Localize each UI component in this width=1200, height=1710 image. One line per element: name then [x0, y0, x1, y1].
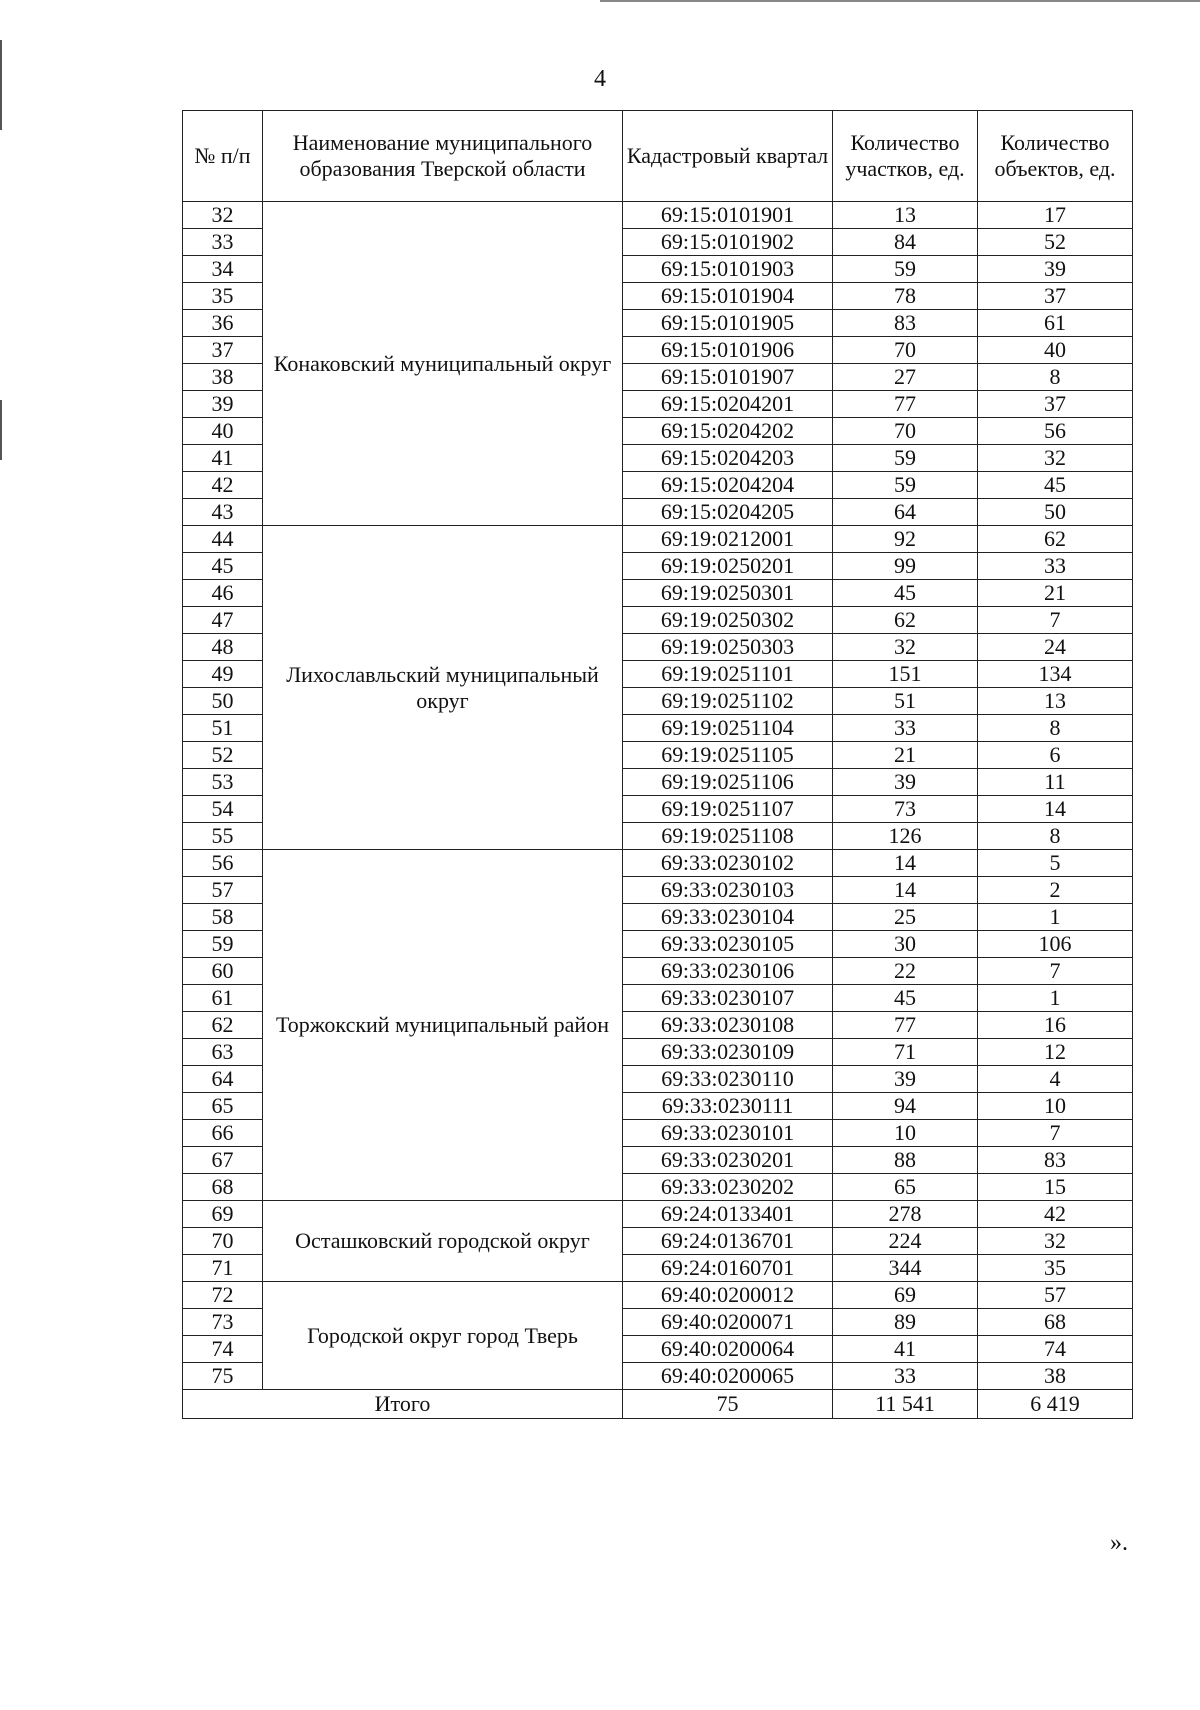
cadastral-quarter: 69:19:0250201: [623, 553, 833, 580]
plots-count: 70: [833, 337, 978, 364]
objects-count: 37: [978, 391, 1133, 418]
plots-count: 51: [833, 688, 978, 715]
plots-count: 99: [833, 553, 978, 580]
row-number: 52: [183, 742, 263, 769]
plots-count: 33: [833, 715, 978, 742]
plots-count: 45: [833, 985, 978, 1012]
left-margin-mark: [0, 400, 2, 460]
plots-count: 33: [833, 1363, 978, 1390]
cadastral-quarter: 69:24:0136701: [623, 1228, 833, 1255]
objects-count: 74: [978, 1336, 1133, 1363]
table-row: [183, 1282, 1133, 1309]
plots-count: 73: [833, 796, 978, 823]
row-number: 49: [183, 661, 263, 688]
cadastral-quarter: 69:15:0204205: [623, 499, 833, 526]
plots-count: 14: [833, 850, 978, 877]
plots-count: 89: [833, 1309, 978, 1336]
cadastral-quarter: 69:19:0251107: [623, 796, 833, 823]
objects-count: 32: [978, 445, 1133, 472]
objects-count: 15: [978, 1174, 1133, 1201]
plots-count: 25: [833, 904, 978, 931]
objects-count: 42: [978, 1201, 1133, 1228]
row-number: 38: [183, 364, 263, 391]
cadastral-quarter: 69:19:0251101: [623, 661, 833, 688]
objects-count: 8: [978, 823, 1133, 850]
cadastral-quarter: 69:15:0204201: [623, 391, 833, 418]
total-objects: 6 419: [978, 1390, 1133, 1419]
cadastral-quarter: 69:33:0230104: [623, 904, 833, 931]
plots-count: 92: [833, 526, 978, 553]
cadastral-quarter: 69:19:0250303: [623, 634, 833, 661]
objects-count: 83: [978, 1147, 1133, 1174]
plots-count: 62: [833, 607, 978, 634]
row-number: 36: [183, 310, 263, 337]
cadastral-quarter: 69:24:0133401: [623, 1201, 833, 1228]
plots-count: 83: [833, 310, 978, 337]
row-number: 74: [183, 1336, 263, 1363]
objects-count: 4: [978, 1066, 1133, 1093]
objects-count: 38: [978, 1363, 1133, 1390]
objects-count: 57: [978, 1282, 1133, 1309]
plots-count: 32: [833, 634, 978, 661]
cadastral-quarter: 69:19:0212001: [623, 526, 833, 553]
row-number: 53: [183, 769, 263, 796]
cadastral-quarter: 69:15:0204204: [623, 472, 833, 499]
row-number: 69: [183, 1201, 263, 1228]
closing-quote-mark: ».: [1110, 1530, 1128, 1556]
objects-count: 61: [978, 310, 1133, 337]
objects-count: 40: [978, 337, 1133, 364]
cadastral-quarter: 69:40:0200065: [623, 1363, 833, 1390]
cadastral-quarter: 69:19:0251106: [623, 769, 833, 796]
plots-count: 71: [833, 1039, 978, 1066]
cadastral-quarter: 69:33:0230109: [623, 1039, 833, 1066]
objects-count: 1: [978, 904, 1133, 931]
cadastral-quarter: 69:33:0230111: [623, 1093, 833, 1120]
plots-count: 84: [833, 229, 978, 256]
plots-count: 65: [833, 1174, 978, 1201]
cadastral-quarter: 69:15:0204203: [623, 445, 833, 472]
objects-count: 6: [978, 742, 1133, 769]
cadastral-quarter: 69:33:0230101: [623, 1120, 833, 1147]
row-number: 34: [183, 256, 263, 283]
row-number: 59: [183, 931, 263, 958]
objects-count: 16: [978, 1012, 1133, 1039]
objects-count: 12: [978, 1039, 1133, 1066]
row-number: 56: [183, 850, 263, 877]
plots-count: 27: [833, 364, 978, 391]
plots-count: 10: [833, 1120, 978, 1147]
municipality-name: Конаковский муниципальный округ: [263, 202, 623, 526]
objects-count: 21: [978, 580, 1133, 607]
plots-count: 39: [833, 1066, 978, 1093]
objects-count: 134: [978, 661, 1133, 688]
plots-count: 59: [833, 445, 978, 472]
plots-count: 41: [833, 1336, 978, 1363]
objects-count: 17: [978, 202, 1133, 229]
plots-count: 88: [833, 1147, 978, 1174]
row-number: 48: [183, 634, 263, 661]
row-number: 32: [183, 202, 263, 229]
row-number: 40: [183, 418, 263, 445]
plots-count: 278: [833, 1201, 978, 1228]
cadastral-quarter: 69:24:0160701: [623, 1255, 833, 1282]
row-number: 66: [183, 1120, 263, 1147]
objects-count: 2: [978, 877, 1133, 904]
cadastral-quarter: 69:19:0250302: [623, 607, 833, 634]
plots-count: 69: [833, 1282, 978, 1309]
cadastral-quarter: 69:40:0200012: [623, 1282, 833, 1309]
row-number: 46: [183, 580, 263, 607]
cadastral-quarter: 69:19:0251105: [623, 742, 833, 769]
row-number: 68: [183, 1174, 263, 1201]
row-number: 71: [183, 1255, 263, 1282]
cadastral-quarter: 69:19:0251102: [623, 688, 833, 715]
objects-count: 32: [978, 1228, 1133, 1255]
objects-count: 106: [978, 931, 1133, 958]
total-plots: 11 541: [833, 1390, 978, 1419]
plots-count: 59: [833, 472, 978, 499]
plots-count: 224: [833, 1228, 978, 1255]
plots-count: 77: [833, 391, 978, 418]
cadastral-table: [182, 110, 1133, 1419]
row-number: 72: [183, 1282, 263, 1309]
page-number: 4: [594, 66, 606, 92]
cadastral-quarter: 69:33:0230110: [623, 1066, 833, 1093]
row-number: 57: [183, 877, 263, 904]
objects-count: 8: [978, 715, 1133, 742]
table-row: [183, 526, 1133, 553]
objects-count: 33: [978, 553, 1133, 580]
cadastral-quarter: 69:15:0204202: [623, 418, 833, 445]
row-number: 64: [183, 1066, 263, 1093]
table-row: [183, 850, 1133, 877]
plots-count: 13: [833, 202, 978, 229]
row-number: 55: [183, 823, 263, 850]
row-number: 41: [183, 445, 263, 472]
row-number: 61: [183, 985, 263, 1012]
cadastral-quarter: 69:19:0251108: [623, 823, 833, 850]
plots-count: 151: [833, 661, 978, 688]
cadastral-quarter: 69:15:0101901: [623, 202, 833, 229]
header-municipality: Наименование муниципального образования Тверской области: [263, 111, 623, 202]
cadastral-quarter: 69:33:0230105: [623, 931, 833, 958]
cadastral-quarter: 69:15:0101904: [623, 283, 833, 310]
municipality-name: Лихославльский муниципальный округ: [263, 526, 623, 850]
header-row: [183, 111, 1133, 202]
cadastral-quarter: 69:15:0101902: [623, 229, 833, 256]
row-number: 63: [183, 1039, 263, 1066]
cadastral-quarter: 69:40:0200064: [623, 1336, 833, 1363]
cadastral-quarter: 69:19:0250301: [623, 580, 833, 607]
objects-count: 35: [978, 1255, 1133, 1282]
row-number: 33: [183, 229, 263, 256]
row-number: 43: [183, 499, 263, 526]
row-number: 75: [183, 1363, 263, 1390]
cadastral-quarter: 69:15:0101903: [623, 256, 833, 283]
objects-count: 68: [978, 1309, 1133, 1336]
objects-count: 45: [978, 472, 1133, 499]
cadastral-quarter: 69:19:0251104: [623, 715, 833, 742]
row-number: 39: [183, 391, 263, 418]
plots-count: 14: [833, 877, 978, 904]
objects-count: 56: [978, 418, 1133, 445]
objects-count: 62: [978, 526, 1133, 553]
objects-count: 14: [978, 796, 1133, 823]
plots-count: 30: [833, 931, 978, 958]
row-number: 58: [183, 904, 263, 931]
row-number: 67: [183, 1147, 263, 1174]
objects-count: 50: [978, 499, 1133, 526]
plots-count: 39: [833, 769, 978, 796]
plots-count: 344: [833, 1255, 978, 1282]
row-number: 51: [183, 715, 263, 742]
plots-count: 126: [833, 823, 978, 850]
row-number: 50: [183, 688, 263, 715]
cadastral-quarter: 69:15:0101906: [623, 337, 833, 364]
table-row: [183, 1201, 1133, 1228]
plots-count: 94: [833, 1093, 978, 1120]
objects-count: 24: [978, 634, 1133, 661]
cadastral-quarter: 69:33:0230107: [623, 985, 833, 1012]
objects-count: 10: [978, 1093, 1133, 1120]
row-number: 54: [183, 796, 263, 823]
row-number: 42: [183, 472, 263, 499]
cadastral-quarter: 69:15:0101905: [623, 310, 833, 337]
total-label: Итого: [183, 1390, 623, 1419]
row-number: 70: [183, 1228, 263, 1255]
cadastral-quarter: 69:33:0230102: [623, 850, 833, 877]
objects-count: 39: [978, 256, 1133, 283]
row-number: 62: [183, 1012, 263, 1039]
row-number: 47: [183, 607, 263, 634]
table-row: [183, 202, 1133, 229]
header-cadastral: Кадастровый квартал: [623, 111, 833, 202]
objects-count: 7: [978, 1120, 1133, 1147]
row-number: 45: [183, 553, 263, 580]
objects-count: 7: [978, 607, 1133, 634]
plots-count: 45: [833, 580, 978, 607]
top-scan-rule: [600, 0, 1200, 2]
objects-count: 7: [978, 958, 1133, 985]
objects-count: 8: [978, 364, 1133, 391]
row-number: 73: [183, 1309, 263, 1336]
cadastral-quarter: 69:33:0230106: [623, 958, 833, 985]
objects-count: 11: [978, 769, 1133, 796]
cadastral-quarter: 69:15:0101907: [623, 364, 833, 391]
plots-count: 78: [833, 283, 978, 310]
header-plots: Количество участков, ед.: [833, 111, 978, 202]
cadastral-quarter: 69:33:0230108: [623, 1012, 833, 1039]
municipality-name: Торжокский муниципальный район: [263, 850, 623, 1201]
cadastral-quarter: 69:33:0230201: [623, 1147, 833, 1174]
header-num: № п/п: [183, 111, 263, 202]
municipality-name: Осташковский городской округ: [263, 1201, 623, 1282]
plots-count: 70: [833, 418, 978, 445]
objects-count: 5: [978, 850, 1133, 877]
total-cadastral-count: 75: [623, 1390, 833, 1419]
cadastral-quarter: 69:33:0230103: [623, 877, 833, 904]
row-number: 65: [183, 1093, 263, 1120]
row-number: 60: [183, 958, 263, 985]
plots-count: 77: [833, 1012, 978, 1039]
header-objects: Количество объектов, ед.: [978, 111, 1133, 202]
row-number: 37: [183, 337, 263, 364]
cadastral-quarter: 69:33:0230202: [623, 1174, 833, 1201]
plots-count: 64: [833, 499, 978, 526]
municipality-name: Городской округ город Тверь: [263, 1282, 623, 1390]
row-number: 44: [183, 526, 263, 553]
plots-count: 21: [833, 742, 978, 769]
objects-count: 13: [978, 688, 1133, 715]
objects-count: 52: [978, 229, 1133, 256]
objects-count: 37: [978, 283, 1133, 310]
plots-count: 22: [833, 958, 978, 985]
objects-count: 1: [978, 985, 1133, 1012]
cadastral-quarter: 69:40:0200071: [623, 1309, 833, 1336]
row-number: 35: [183, 283, 263, 310]
plots-count: 59: [833, 256, 978, 283]
total-row: [183, 1390, 1133, 1419]
